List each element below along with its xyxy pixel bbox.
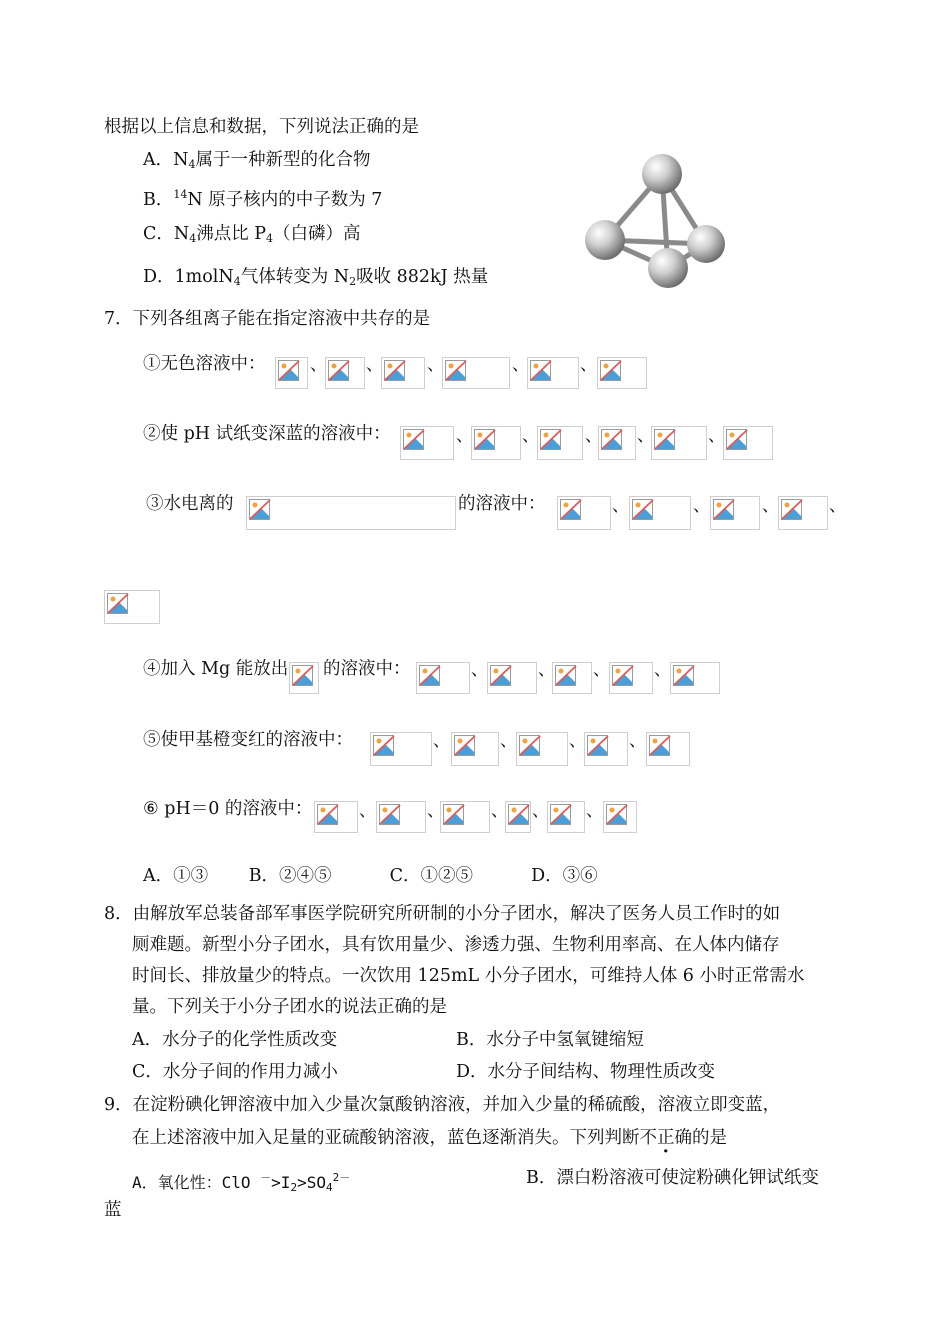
q8-line-4: 量。下列关于小分子团水的说法正确的是 <box>132 997 447 1017</box>
separator-comma: 、 <box>612 496 629 516</box>
separator-comma: 、 <box>762 496 779 516</box>
separator-comma: 、 <box>359 801 376 821</box>
q8-line-2: 厕难题。新型小分子团水，具有饮用量少、渗透力强、生物利用率高、在人体内储存 <box>132 935 780 955</box>
broken-image-icon <box>651 426 707 460</box>
broken-image-icon <box>487 662 537 694</box>
q9-option-b: B．漂白粉溶液可使淀粉碘化钾试纸变 <box>526 1168 819 1188</box>
broken-image-icon <box>442 357 510 389</box>
broken-image-icon <box>381 357 425 389</box>
broken-image-icon <box>246 496 456 530</box>
broken-image-icon <box>778 496 828 530</box>
broken-image-icon <box>400 426 454 460</box>
separator-comma: 、 <box>708 426 725 446</box>
separator-comma: 、 <box>522 426 539 446</box>
q8-option-a: A．水分子的化学性质改变 <box>132 1030 338 1050</box>
broken-image-icon <box>370 732 432 766</box>
separator-comma: 、 <box>532 801 549 821</box>
broken-image-icon <box>289 662 319 694</box>
broken-image-icon <box>451 732 499 766</box>
separator-comma: 、 <box>569 731 586 751</box>
broken-image-icon <box>710 496 760 530</box>
q6-option-d: D．1molN$_4$气体转变为 $N_2$吸收 882kJ 热量 <box>143 267 489 288</box>
emphasis-dots: 不正确 <box>639 1128 692 1148</box>
separator-comma: 、 <box>491 801 508 821</box>
separator-comma: 、 <box>366 355 383 375</box>
separator-comma: 、 <box>637 426 654 446</box>
q7-group3-label-b: 的溶液中： <box>458 494 546 514</box>
separator-comma: 、 <box>427 355 444 375</box>
q7-group6-label: ⑥ pH＝0 的溶液中： <box>143 799 313 819</box>
separator-comma: 、 <box>829 496 846 516</box>
broken-image-icon <box>723 426 773 460</box>
broken-image-icon <box>552 662 592 694</box>
broken-image-icon <box>646 732 690 766</box>
broken-image-icon <box>516 732 568 766</box>
separator-comma: 、 <box>456 426 473 446</box>
broken-image-icon <box>537 426 583 460</box>
broken-image-icon <box>670 662 720 694</box>
broken-image-icon <box>584 732 628 766</box>
broken-image-icon <box>471 426 521 460</box>
q7-group4-label-a: ④加入 Mg 能放出 <box>143 659 289 679</box>
q9-option-a: A．氧化性：ClO $^->I_2>SO_4^{2-}$ <box>132 1171 351 1194</box>
broken-image-icon <box>597 357 647 389</box>
q6-option-c: C．$N_4$沸点比 $P_4$（白磷）高 <box>143 224 361 245</box>
q7-group3-label-a: ③水电离的 <box>146 494 234 514</box>
q6-option-b: B．$^{14}$N 原子核内的中子数为 7 <box>143 188 383 210</box>
broken-image-icon <box>325 357 365 389</box>
separator-comma: 、 <box>593 660 610 680</box>
separator-comma: 、 <box>586 801 603 821</box>
q8-option-c: C．水分子间的作用力减小 <box>132 1062 338 1082</box>
q7-choices: A．①③ B．②④⑤ C．①②⑤ D．③⑥ <box>143 866 598 886</box>
broken-image-icon <box>557 496 611 530</box>
q9-option-b-continued: 蓝 <box>104 1200 122 1220</box>
q8-option-b: B．水分子中氢氧键缩短 <box>456 1030 644 1050</box>
separator-comma: 、 <box>471 660 488 680</box>
broken-image-icon <box>598 426 636 460</box>
q6-stem: 根据以上信息和数据，下列说法正确的是 <box>104 117 419 137</box>
q7-group1-label: ①无色溶液中： <box>143 354 266 374</box>
broken-image-icon <box>609 662 653 694</box>
separator-comma: 、 <box>585 426 602 446</box>
separator-comma: 、 <box>500 731 517 751</box>
q6-option-a: A．$N_4$属于一种新型的化合物 <box>143 150 371 171</box>
broken-image-icon <box>505 801 531 833</box>
separator-comma: 、 <box>693 496 710 516</box>
q7-group4-label-b: 的溶液中： <box>323 659 411 679</box>
broken-image-icon <box>527 357 579 389</box>
separator-comma: 、 <box>538 660 555 680</box>
broken-image-icon <box>440 801 490 833</box>
broken-image-icon <box>629 496 691 530</box>
q8-line-3: 时间长、排放量少的特点。一次饮用 125mL 小分子团水，可维持人体 6 小时正常需水 <box>132 966 805 986</box>
q9-line-1: 9．在淀粉碘化钾溶液中加入少量次氯酸钠溶液，并加入少量的稀硫酸，溶液立即变蓝， <box>104 1095 781 1115</box>
broken-image-icon <box>603 801 637 833</box>
broken-image-icon <box>547 801 585 833</box>
separator-comma: 、 <box>654 660 671 680</box>
q8-line-1: 8．由解放军总装备部军事医学院研究所研制的小分子团水，解决了医务人员工作时的如 <box>104 904 781 924</box>
broken-image-icon <box>104 590 160 624</box>
separator-comma: 、 <box>310 355 327 375</box>
broken-image-icon <box>275 357 308 389</box>
broken-image-icon <box>314 801 358 833</box>
separator-comma: 、 <box>433 731 450 751</box>
separator-comma: 、 <box>580 355 597 375</box>
q7-group2-label: ②使 pH 试纸变深蓝的溶液中： <box>143 424 391 444</box>
q8-option-d: D．水分子间结构、物理性质改变 <box>456 1062 716 1082</box>
separator-comma: 、 <box>629 731 646 751</box>
q9-line-2: 在上述溶液中加入足量的亚硫酸钠溶液，蓝色逐渐消失。下列判断不正确的是 <box>132 1128 727 1148</box>
q7-stem: 7．下列各组离子能在指定溶液中共存的是 <box>104 309 431 329</box>
tetrahedral-molecule-image <box>578 148 733 294</box>
broken-image-icon <box>376 801 426 833</box>
separator-comma: 、 <box>512 355 529 375</box>
separator-comma: 、 <box>427 801 444 821</box>
broken-image-icon <box>416 662 470 694</box>
q7-group5-label: ⑤使甲基橙变红的溶液中： <box>143 730 353 750</box>
